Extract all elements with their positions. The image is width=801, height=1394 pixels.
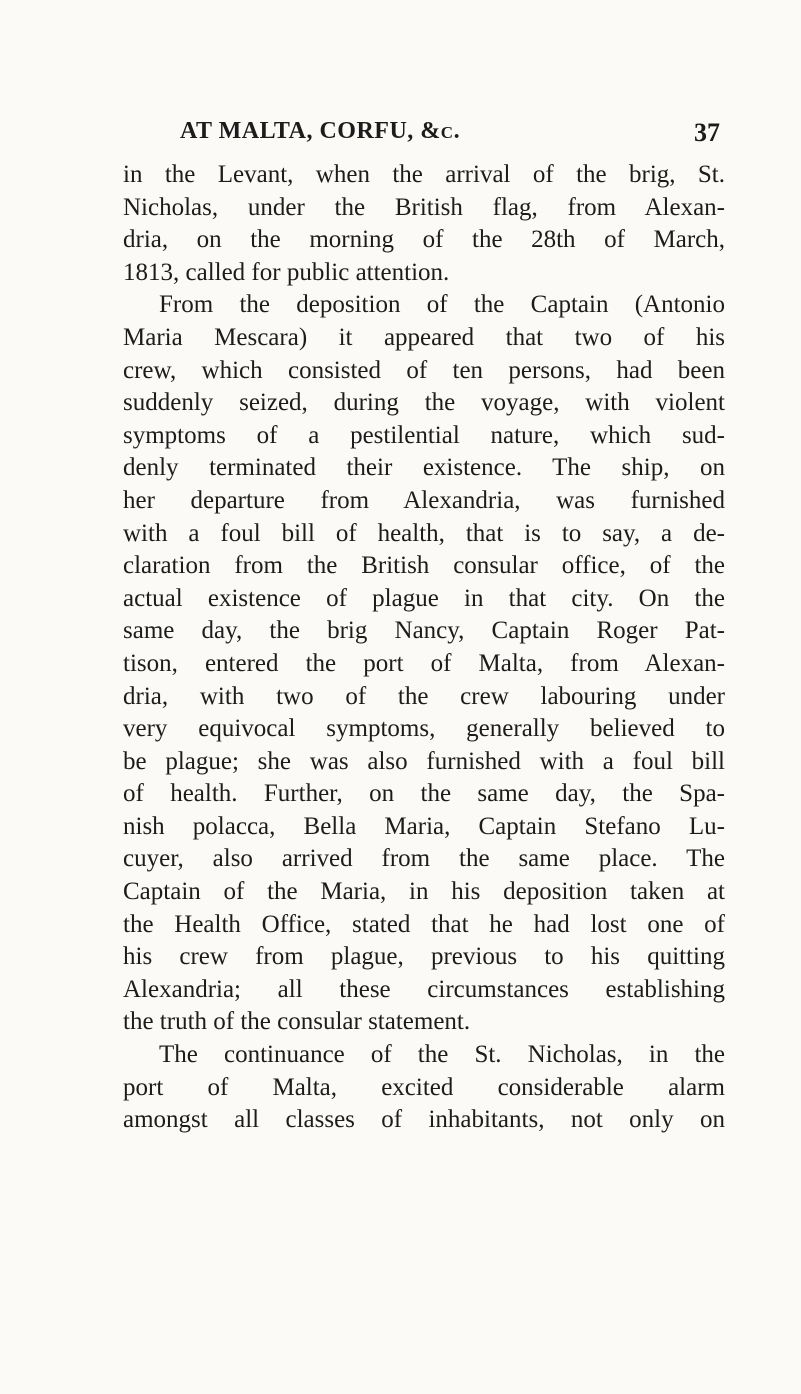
text-line: very equivocal symptoms, generally believed to <box>123 715 725 743</box>
text-line: The continuance of the St. Nicholas, in the <box>159 1041 725 1069</box>
text-line: dria, with two of the crew labouring under <box>123 682 725 710</box>
text-line: claration from the British consular office, of the <box>123 552 725 580</box>
text-line: dria, on the morning of the 28th of March, <box>123 226 725 254</box>
text-line: symptoms of a pestilential nature, which sud- <box>123 421 725 449</box>
page-header <box>180 118 720 154</box>
text-line: port of Malta, excited considerable alarm <box>123 1073 725 1101</box>
text-line: Maria Mescara) it appeared that two of his <box>123 323 725 351</box>
text-line: her departure from Alexandria, was furnished <box>123 486 725 514</box>
text-line: his crew from plague, previous to his quitting <box>123 943 725 971</box>
page-number: 37 <box>694 118 720 147</box>
text-line: Alexandria; all these circumstances establishing <box>123 975 725 1003</box>
text-line: actual existence of plague in that city. On the <box>123 584 725 612</box>
body-text <box>123 159 725 1137</box>
text-line: of health. Further, on the same day, the Spa- <box>123 780 725 808</box>
text-line: 1813, called for public attention. <box>123 258 450 286</box>
text-line: Nicholas, under the British flag, from Alexan- <box>123 193 725 221</box>
text-line: crew, which consisted of ten persons, had been <box>123 356 725 384</box>
text-line: denly terminated their existence. The ship, on <box>123 454 725 482</box>
text-line: same day, the brig Nancy, Captain Roger Pat- <box>123 617 725 645</box>
text-line: in the Levant, when the arrival of the brig, St. <box>123 161 725 188</box>
text-line: Captain of the Maria, in his deposition taken at <box>123 878 725 906</box>
running-head: AT MALTA, CORFU, &c. <box>180 118 461 144</box>
text-line: the Health Office, stated that he had lost one of <box>123 910 725 938</box>
text-line: nish polacca, Bella Maria, Captain Stefano Lu- <box>123 812 725 840</box>
text-line: be plague; she was also furnished with a foul bill <box>123 747 725 775</box>
text-line: the truth of the consular statement. <box>123 1008 471 1036</box>
text-line: cuyer, also arrived from the same place. The <box>123 845 725 873</box>
text-line: From the deposition of the Captain (Antonio <box>159 291 725 319</box>
text-line: tison, entered the port of Malta, from Alexan- <box>123 649 725 677</box>
text-line: with a foul bill of health, that is to say, a de- <box>123 519 725 547</box>
text-line: suddenly seized, during the voyage, with violent <box>123 389 725 417</box>
text-line: amongst all classes of inhabitants, not only on <box>123 1106 725 1134</box>
